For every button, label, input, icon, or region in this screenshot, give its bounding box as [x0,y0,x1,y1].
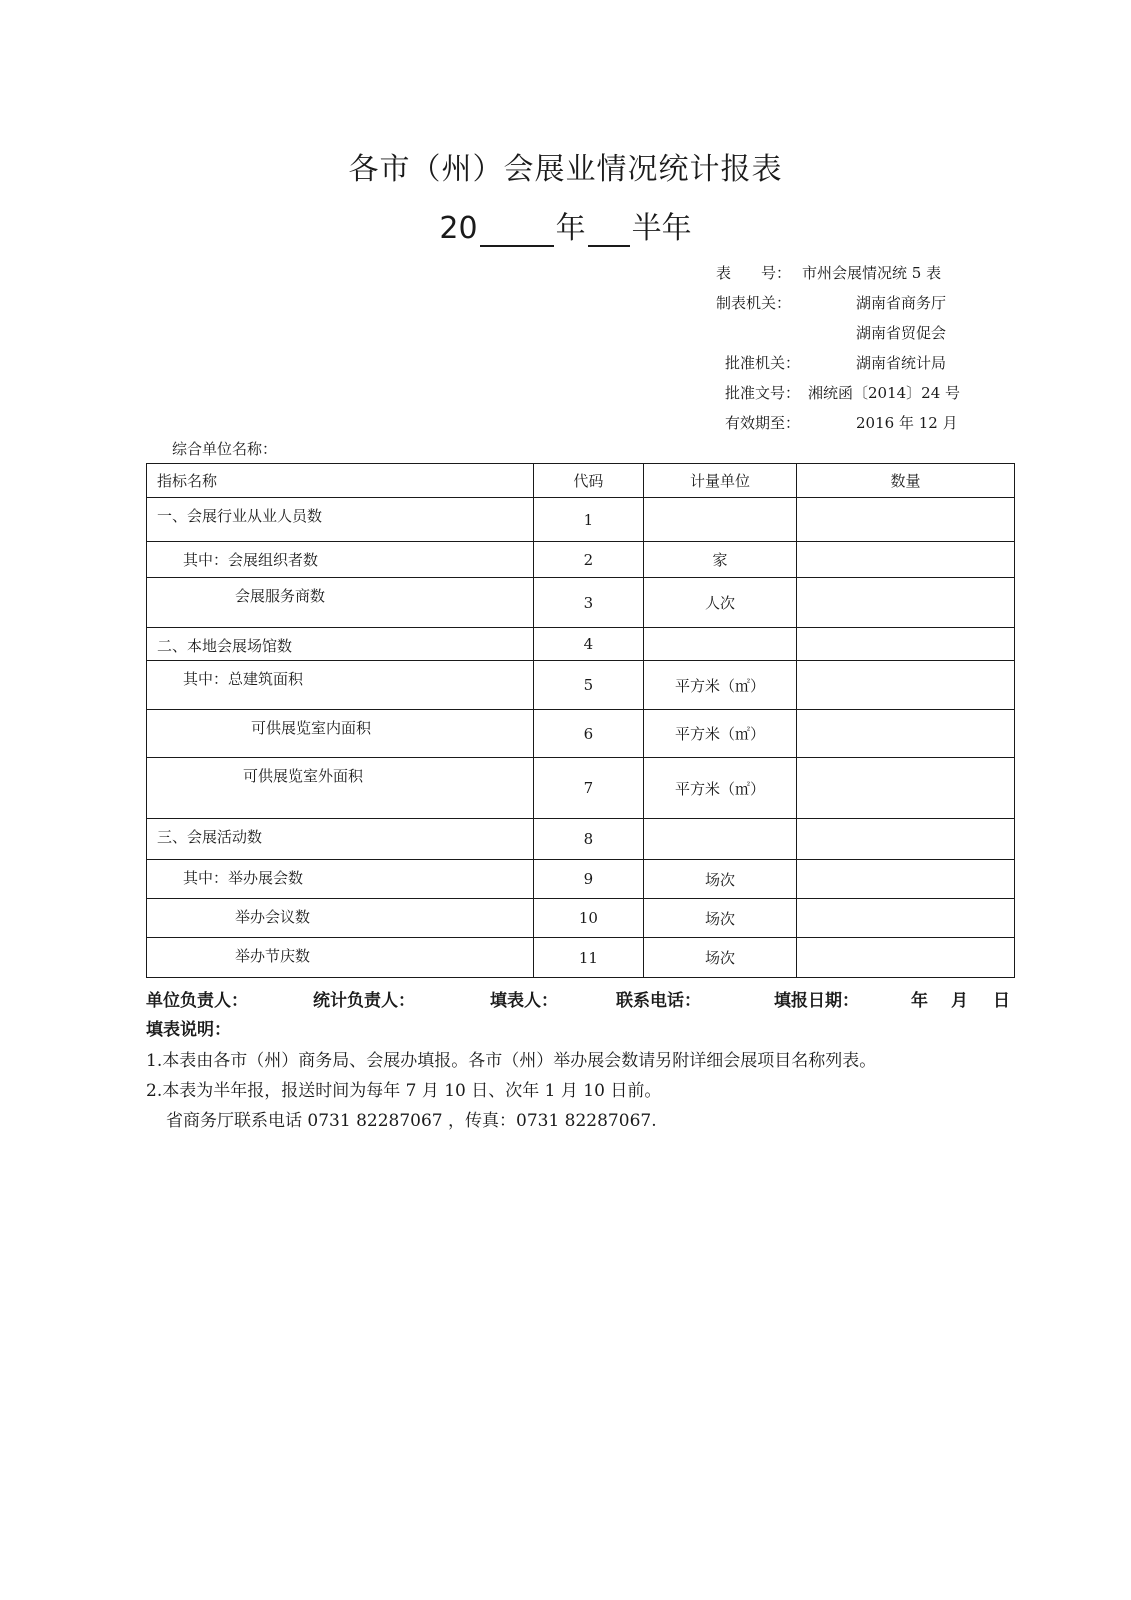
row-quantity-field[interactable] [796,860,1014,899]
row-name-cell [147,938,534,978]
row-unit: 家 [644,542,797,578]
phone-label: 联系电话： [616,991,701,1011]
row-name: 二、本地会展场馆数 [157,637,293,655]
row-quantity-field[interactable] [796,758,1014,819]
row-unit [644,819,797,860]
row-quantity-field[interactable] [796,498,1014,542]
report-period [0,203,1131,247]
table-row [147,899,1015,938]
filler-label: 填表人： [490,991,558,1011]
row-code: 1 [533,498,643,542]
table-row [147,542,1015,578]
meta-value: 湖南省贸促会 [856,324,947,342]
meta-value: 湖南省商务厅 [856,294,947,312]
meta-approval-number [725,378,961,408]
row-name: 其中：总建筑面积 [183,670,304,688]
meta-value: 市州会展情况统 5 表 [802,264,942,282]
row-code: 11 [533,938,643,978]
row-code: 7 [533,758,643,819]
row-unit: 平方米（㎡） [644,710,797,758]
row-code: 6 [533,710,643,758]
row-quantity-field[interactable] [796,899,1014,938]
row-unit: 场次 [644,899,797,938]
row-name-cell [147,758,534,819]
row-quantity-field[interactable] [796,578,1014,628]
row-unit: 人次 [644,578,797,628]
meta-label: 批准机关： [725,354,801,372]
unit-name-label: 综合单位名称： [172,440,278,458]
row-name-cell [147,628,534,661]
row-name-cell [147,860,534,899]
meta-issuer-2 [730,318,960,348]
row-name-cell [147,710,534,758]
date-month-label: 月 [951,991,968,1011]
table-row [147,628,1015,661]
row-name: 举办会议数 [235,908,311,926]
table-row [147,498,1015,542]
row-name-cell [147,542,534,578]
row-name: 会展服务商数 [235,587,326,605]
row-name: 可供展览室内面积 [251,719,372,737]
year-label: 年 [555,211,586,246]
row-name: 其中：举办展会数 [183,869,304,887]
half-label: 半年 [631,211,692,246]
meta-issuer [716,288,960,318]
half-blank [588,215,630,247]
report-title: 各市（州）会展业情况统计报表 [348,152,783,187]
row-quantity-field[interactable] [796,938,1014,978]
row-code: 5 [533,661,643,710]
row-code: 4 [533,628,643,661]
row-code: 9 [533,860,643,899]
row-code: 8 [533,819,643,860]
meta-valid-until [725,408,960,438]
note-item: 2.本表为半年报，报送时间为每年 7 月 10 日、次年 1 月 10 日前。 [146,1081,662,1101]
table-row [147,578,1015,628]
meta-value: 湘统函〔2014〕24 号 [808,384,961,402]
meta-label: 有效期至： [725,414,801,432]
row-name: 举办节庆数 [235,947,311,965]
row-unit: 平方米（㎡） [644,661,797,710]
row-code: 2 [533,542,643,578]
row-unit: 场次 [644,860,797,899]
form-metadata [716,258,961,438]
header-quantity: 数量 [796,464,1014,498]
notes-title: 填表说明： [146,1020,231,1040]
row-unit: 场次 [644,938,797,978]
row-quantity-field[interactable] [796,661,1014,710]
row-name-cell [147,498,534,542]
meta-label: 制表机关： [716,294,792,312]
table-header-row [147,464,1015,498]
unit-head-label: 单位负责人： [146,991,248,1011]
row-quantity-field[interactable] [796,819,1014,860]
meta-label: 表 号： [716,264,792,282]
note-contact: 省商务厅联系电话 0731 82287067 ，传真：0731 82287067. [166,1111,657,1131]
header-indicator-name: 指标名称 [147,464,534,498]
meta-approver [725,348,960,378]
row-unit [644,498,797,542]
row-code: 10 [533,899,643,938]
row-name-cell [147,578,534,628]
date-day-label: 日 [993,991,1010,1011]
date-year-label: 年 [911,991,928,1011]
row-code: 3 [533,578,643,628]
header-unit: 计量单位 [644,464,797,498]
row-name-cell [147,661,534,710]
stats-head-label: 统计负责人： [313,991,415,1011]
header-code: 代码 [533,464,643,498]
row-name: 一、会展行业从业人员数 [157,507,323,525]
fill-date-label: 填报日期： [774,991,859,1011]
table-row [147,819,1015,860]
table-row [147,661,1015,710]
row-quantity-field[interactable] [796,710,1014,758]
row-name-cell [147,819,534,860]
table-row [147,938,1015,978]
row-quantity-field[interactable] [796,542,1014,578]
table-row [147,860,1015,899]
table-row [147,758,1015,819]
year-prefix: 20 [439,211,478,246]
statistics-table [146,463,1015,978]
row-unit [644,628,797,661]
row-name-cell [147,899,534,938]
row-quantity-field[interactable] [796,628,1014,661]
table-row [147,710,1015,758]
year-blank [480,215,554,247]
row-unit: 平方米（㎡） [644,758,797,819]
meta-form-number [716,258,960,288]
meta-value: 湖南省统计局 [856,354,947,372]
meta-value: 2016 年 12 月 [856,414,958,432]
row-name: 其中：会展组织者数 [183,551,319,569]
note-item: 1.本表由各市（州）商务局、会展办填报。各市（州）举办展会数请另附详细会展项目名称列表。 [146,1051,877,1071]
meta-label: 批准文号： [725,384,801,402]
row-name: 三、会展活动数 [157,828,263,846]
row-name: 可供展览室外面积 [243,767,364,785]
